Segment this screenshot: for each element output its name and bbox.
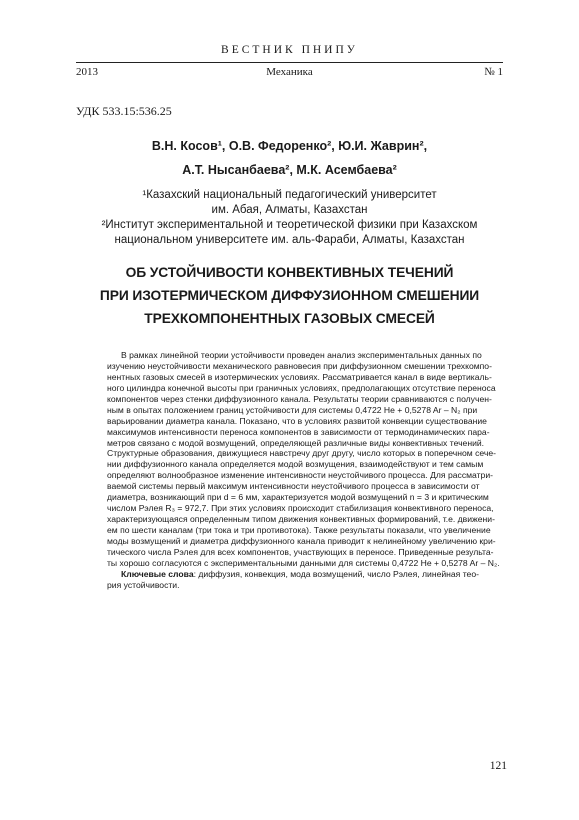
abstract-line: тического числа Рэлея для всех компонентов, участвующих в переносе. Приведенные результа-	[107, 546, 494, 557]
affiliation-2-line-1: ²Институт экспериментальной и теоретической физики при Казахском	[101, 219, 478, 231]
abstract-line: моды возмущений и диаметра диффузионного канала приводит к нелинейному увеличению кри-	[107, 535, 496, 546]
page-number: 121	[489, 760, 507, 772]
abstract-line: изучению неустойчивости механического равновесия при диффузионном смешении трехкомпо-	[107, 360, 492, 371]
abstract-line: ем по шести каналам (три тока и три противотока). Также результаты показали, что увеличение	[107, 525, 491, 535]
header-year: 2013	[76, 66, 98, 78]
abstract-line: В рамках линейной теории устойчивости проведен анализ экспериментальных данных по	[121, 350, 482, 360]
title-line-1: ОБ УСТОЙЧИВОСТИ КОНВЕКТИВНЫХ ТЕЧЕНИЙ	[125, 265, 454, 280]
abstract-line: варьировании диаметра канала. Показано, что в условиях развитой конвекции существование	[107, 415, 487, 426]
keywords-label: Ключевые слова	[121, 568, 194, 579]
keywords-text: : диффузия, конвекция, мода возмущений, число Рэлея, линейная тео-	[193, 568, 479, 579]
keywords-line-2: рия устойчивости.	[107, 579, 180, 590]
title-line-2: ПРИ ИЗОТЕРМИЧЕСКОМ ДИФФУЗИОННОМ СМЕШЕНИИ	[99, 288, 480, 303]
abstract-line: нентных газовых смесей в изотермических условиях. Рассматривается канал в виде вертикаль-	[107, 371, 492, 382]
affiliation-2	[80, 218, 499, 247]
abstract-line: ваемой системы первый максимум интенсивности неустойчивого процесса в зависимости от	[107, 481, 480, 492]
title-line-3: ТРЕХКОМПОНЕНТНЫХ ГАЗОВЫХ СМЕСЕЙ	[144, 311, 435, 326]
affiliation-2-line-2: национальном университете им. аль-Фараби, Алматы, Казахстан	[114, 233, 465, 246]
abstract-line: диаметра, возникающий при d = 6 мм, характеризуется модой возмущений n = 3 и критическим	[107, 492, 489, 503]
header-issue: № 1	[484, 66, 503, 78]
abstract-line: компонентов через стенки диффузионного канала. Результаты теории сравниваются с получен-	[107, 393, 492, 404]
running-header	[76, 62, 503, 81]
abstract	[107, 350, 500, 591]
authors-line-2: А.Т. Нысанбаева², М.К. Асембаева²	[182, 163, 397, 177]
abstract-line: ты хорошо согласуются с экспериментальными данными для системы 0,4722 He + 0,5278 Ar – N₂.	[107, 557, 500, 568]
journal-name: ВЕСТНИК ПНИПУ	[221, 44, 358, 56]
udc-code: УДК 533.15:536.25	[76, 104, 172, 118]
abstract-line: ного цилиндра конечной высоты при граничных условиях, предполагающих отсутствие переноса	[107, 382, 496, 393]
keywords-line-1	[107, 568, 479, 580]
abstract-line: ным в опытах положением границ устойчивости для системы 0,4722 He + 0,5278 Ar – N₂ при	[107, 404, 478, 415]
abstract-line: характеризующаяся определенным типом движения конвективных формирований, т.е. движени-	[107, 514, 495, 525]
abstract-line: максимумов интенсивности переноса компонентов в зависимости от термодинамических пара-	[107, 426, 490, 437]
affiliation-1-line-2: им. Абая, Алматы, Казахстан	[211, 203, 368, 216]
header-section: Механика	[266, 66, 313, 78]
abstract-line: определяют волнообразное изменение интенсивности неустойчивого процесса. Для рассматри-	[107, 470, 493, 481]
abstract-line: метров связано с модой возмущений, определяющей различные виды конвективных течений.	[107, 437, 485, 448]
abstract-line: нии диффузионного канала определяется модой возмущения, взаимодействуют и тем самым	[107, 459, 484, 470]
affiliation-1-line-1: ¹Казахский национальный педагогический университет	[142, 189, 437, 201]
abstract-line: Структурные образования, движущиеся навстречу друг другу, число которых в поперечном сече-	[107, 448, 496, 459]
affiliation-1	[80, 188, 499, 217]
abstract-line: числом Рэлея R₃ = 972,7. При этих условиях происходит стабилизация конвективного переноса,	[107, 503, 494, 514]
authors-line-1: В.Н. Косов¹, О.В. Федоренко², Ю.И. Жаврин²,	[151, 139, 428, 153]
